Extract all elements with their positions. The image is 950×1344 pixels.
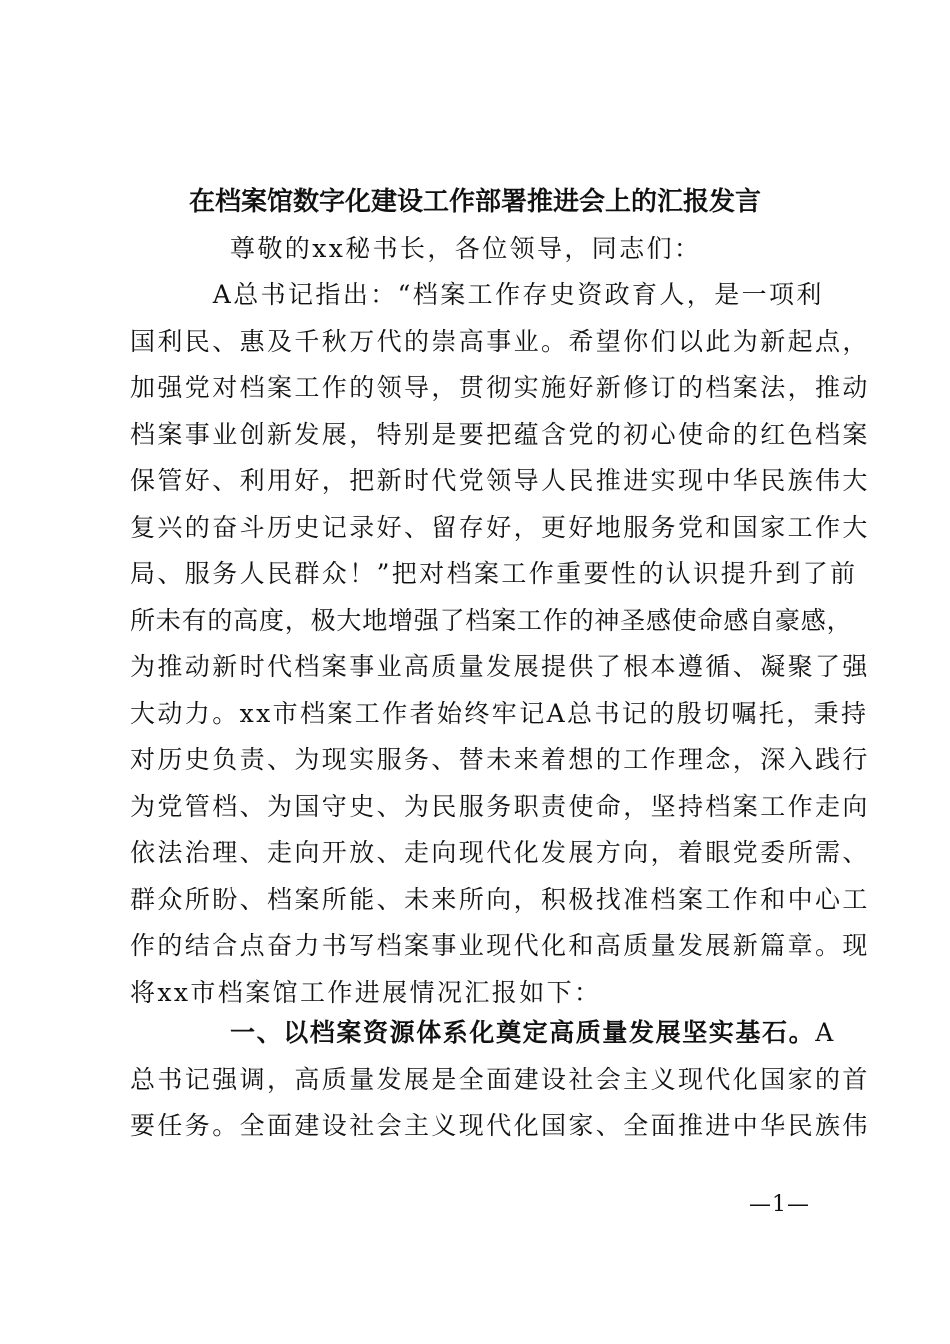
paragraph-1 <box>130 272 870 1016</box>
page-number: —1— <box>749 1192 810 1217</box>
paragraph-line: A总书记指出：“档案工作存史资政育人，是一项利 <box>130 280 824 309</box>
paragraph-line: 大动力。xx市档案工作者始终牢记A总书记的殷切嘱托，秉持 <box>130 698 869 728</box>
paragraph-line: 保管好、利用好，把新时代党领导人民推进实现中华民族伟大 <box>130 466 870 495</box>
paragraph-line: 所未有的高度，极大地增强了档案工作的神圣感使命感自豪感， <box>130 605 853 635</box>
paragraph-line: 复兴的奋斗历史记录好、留存好，更好地服务党和国家工作大 <box>130 512 870 542</box>
paragraph-line: 国利民、惠及千秋万代的崇高事业。希望你们以此为新起点， <box>130 326 870 356</box>
paragraph-line: 为党管档、为国守史、为民服务职责使命，坚持档案工作走向 <box>130 791 870 821</box>
section-1-first-line <box>130 1010 835 1057</box>
section-1 <box>130 1010 870 1150</box>
paragraph-line: 将xx市档案馆工作进展情况汇报如下： <box>130 977 602 1007</box>
paragraph-line: 对历史负责、为现实服务、替未来着想的工作理念，深入践行 <box>130 745 870 774</box>
document-title: 在档案馆数字化建设工作部署推进会上的汇报发言 <box>188 187 761 217</box>
paragraph-line: 局、服务人民群众！”把对档案工作重要性的认识提升到了前 <box>130 559 858 588</box>
paragraph-line: 加强党对档案工作的领导，贯彻实施好新修订的档案法，推动 <box>130 373 870 402</box>
paragraph-line: 档案事业创新发展，特别是要把蕴含党的初心使命的红色档案 <box>130 419 870 449</box>
paragraph-line: 为推动新时代档案事业高质量发展提供了根本遵循、凝聚了强 <box>130 652 870 681</box>
paragraph-line: 作的结合点奋力书写档案事业现代化和高质量发展新篇章。现 <box>130 931 870 960</box>
paragraph-line: 群众所盼、档案所能、未来所向，积极找准档案工作和中心工 <box>130 884 870 914</box>
section-1-first-tail: A <box>815 1018 835 1047</box>
salutation: 尊敬的xx秘书长，各位领导，同志们： <box>230 234 702 263</box>
section-1-heading: 一、以档案资源体系化奠定高质量发展坚实基石。 <box>230 1018 816 1047</box>
paragraph-line: 要任务。全面建设社会主义现代化国家、全面推进中华民族伟 <box>130 1111 870 1140</box>
paragraph-line: 依法治理、走向开放、走向现代化发展方向，着眼党委所需、 <box>130 838 870 867</box>
paragraph-line: 总书记强调，高质量发展是全面建设社会主义现代化国家的首 <box>130 1064 870 1094</box>
